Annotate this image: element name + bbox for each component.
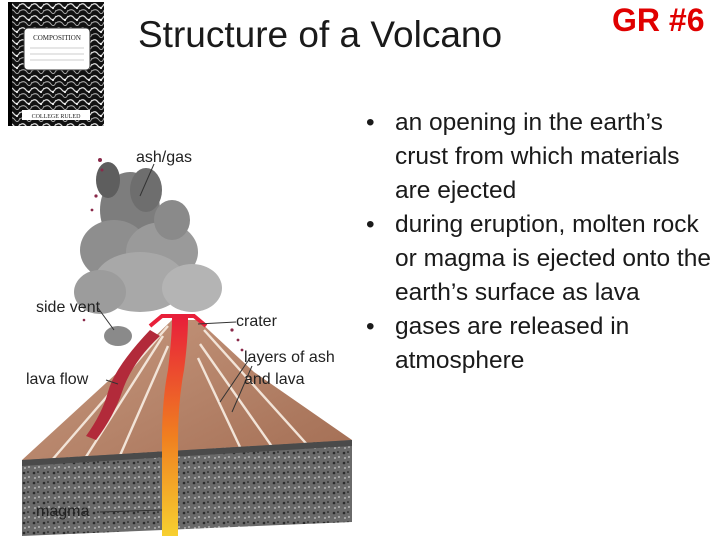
bullet-item [366,208,718,310]
label-layers-line1: layers of ash [244,349,335,366]
bullet-marker: • [366,211,375,238]
gr-badge: GR #6 [612,2,705,38]
label-layers-line2: and lava [244,371,305,388]
label-lava-flow: lava flow [26,371,89,388]
slide-title: Structure of a Volcano [138,14,503,55]
label-magma: magma [36,503,90,520]
label-side-vent: side vent [36,299,101,316]
composition-notebook-icon [8,2,104,126]
ash-plume [74,162,222,314]
label-crater: crater [236,313,277,330]
bullet-text: gases are released in atmosphere [395,313,630,374]
bullet-text: an opening in the earth’s crust from which materials are ejected [395,109,680,204]
bullet-marker: • [366,313,375,340]
bullet-marker: • [366,109,375,136]
label-ash-gas: ash/gas [136,149,193,166]
bullet-item [366,106,718,208]
side-vent-puff [104,326,132,346]
notebook-bottom-label: COLLEGE RULED [31,114,81,120]
bullet-text: during eruption, molten rock or magma is ejected onto the earth’s surface as lava [395,211,711,306]
volcano-diagram [22,140,352,536]
notebook-cover-label: COMPOSITION [33,34,81,42]
bullet-list [366,106,718,378]
diagram-credit: Academy Artworks [252,527,310,534]
bullet-item [366,310,718,378]
